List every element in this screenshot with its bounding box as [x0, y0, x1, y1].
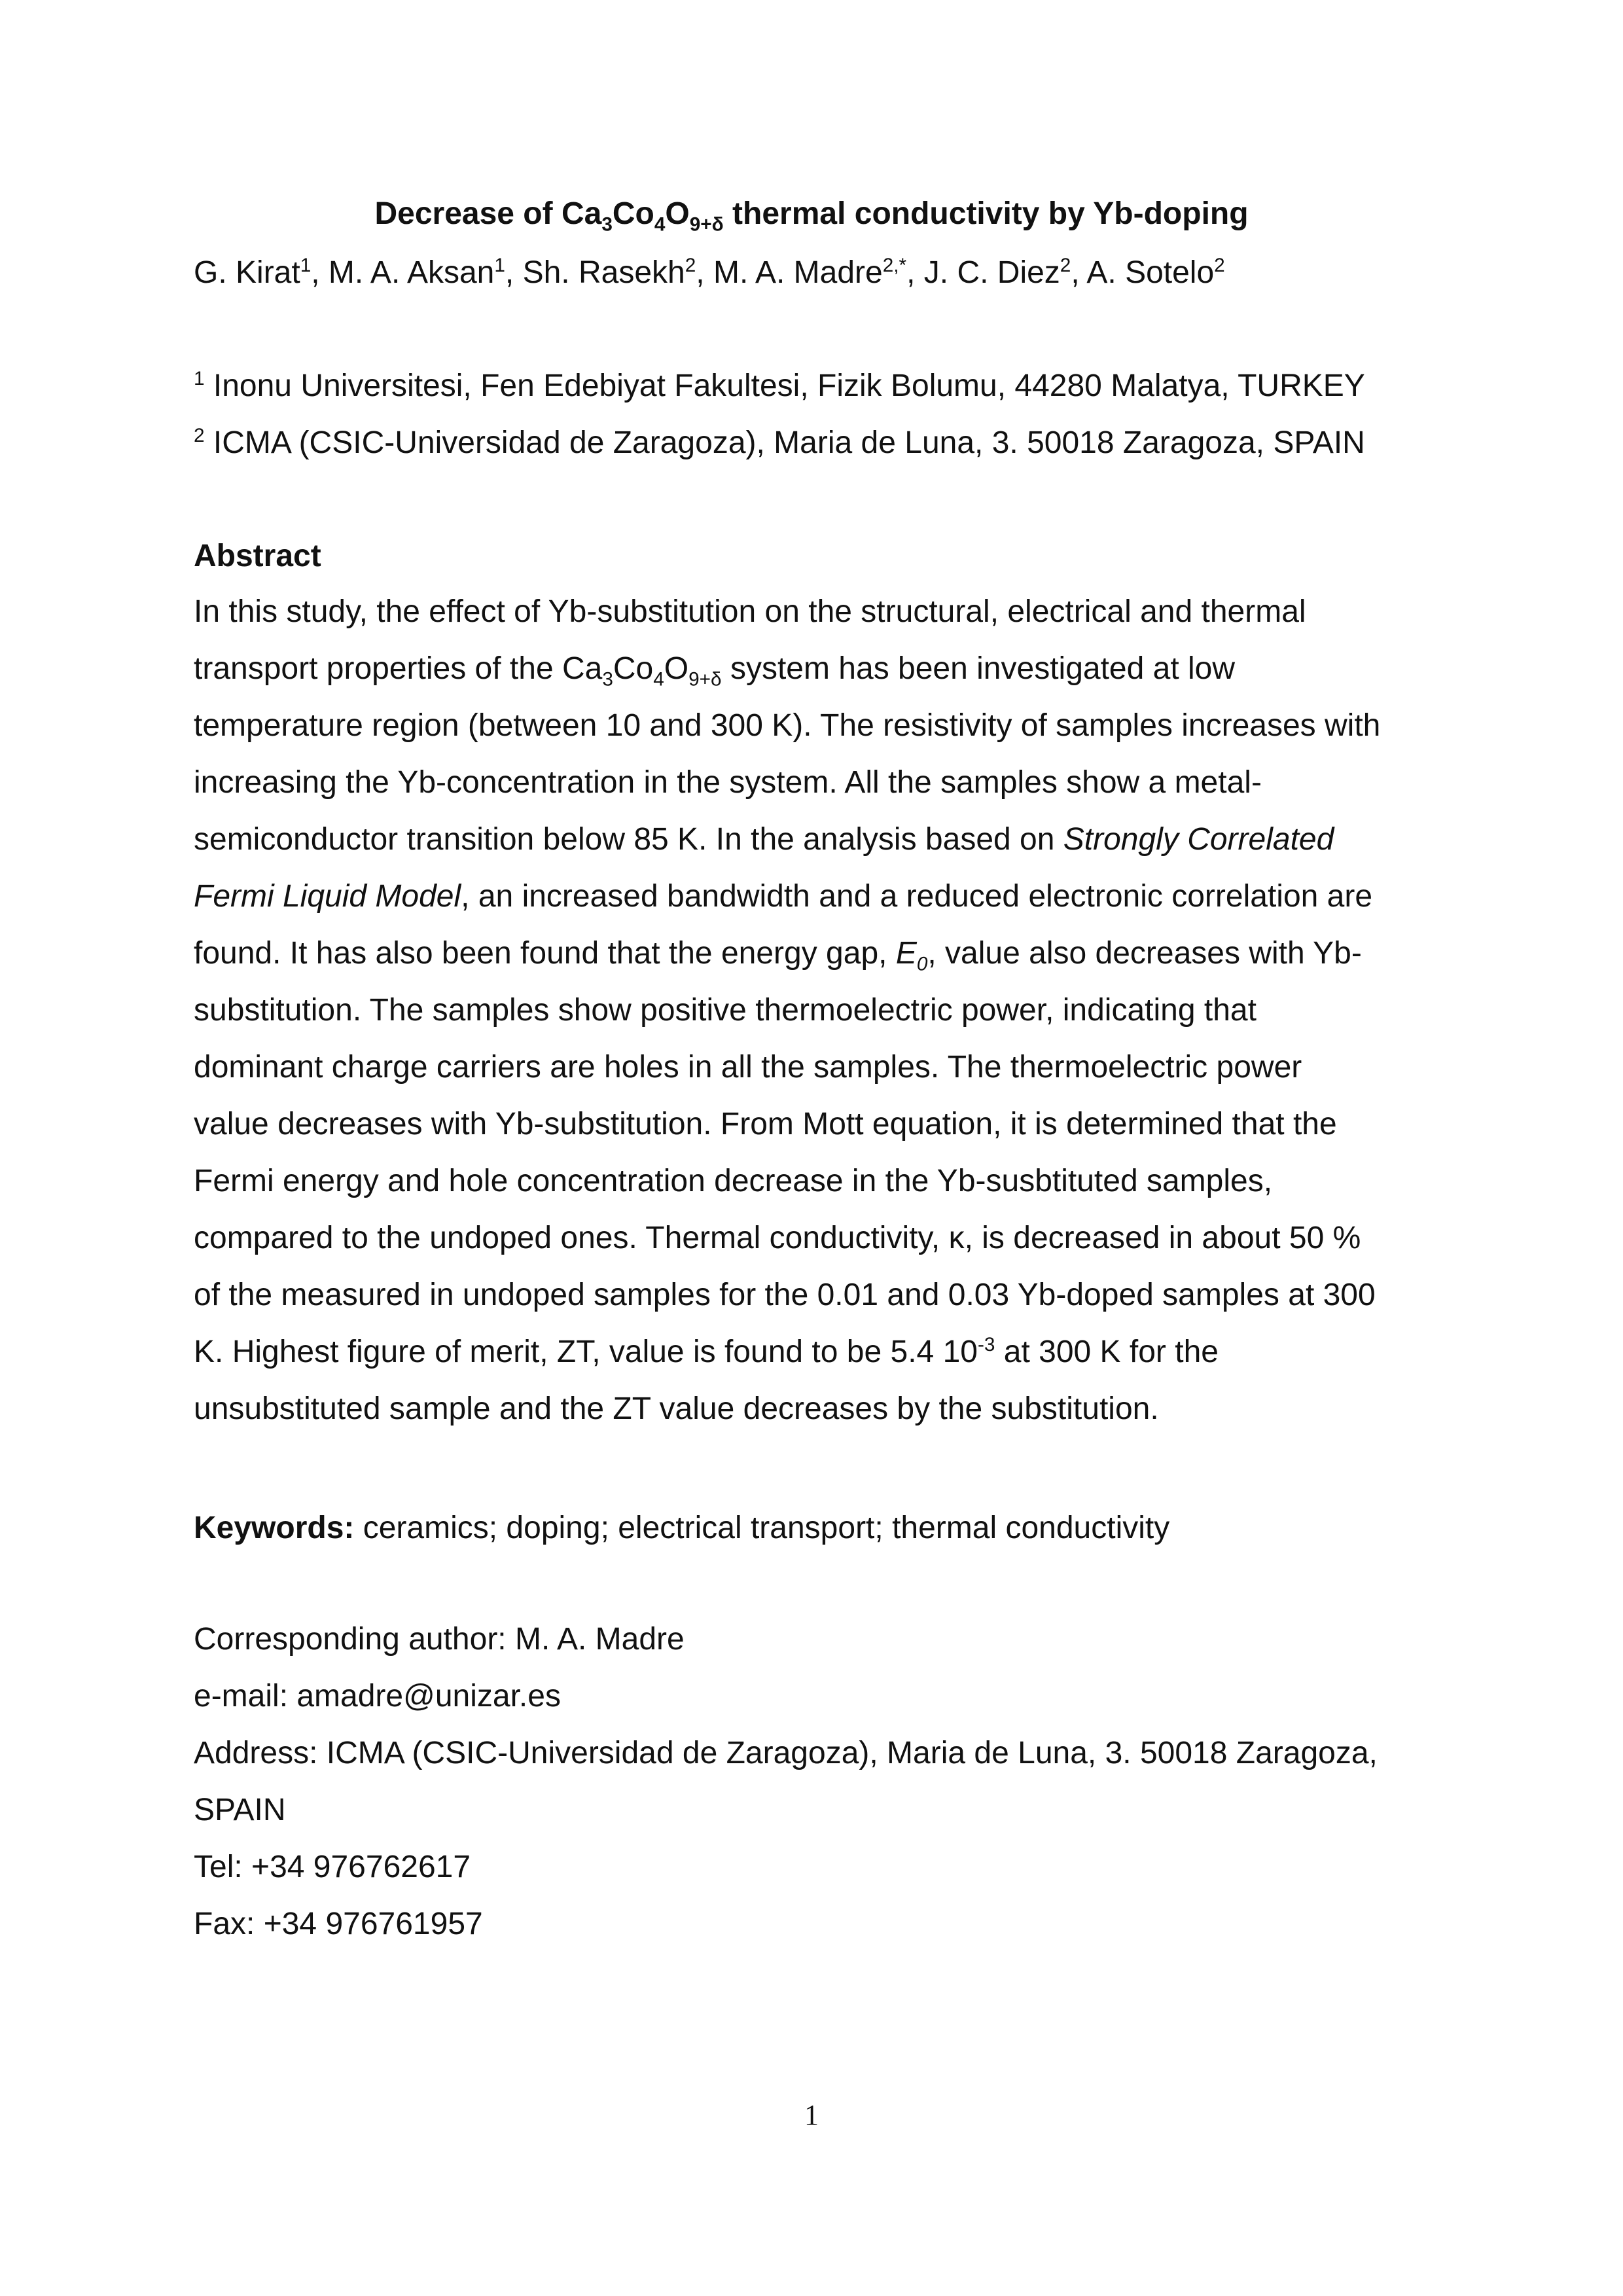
author-affiliation-mark: 1 [300, 255, 312, 276]
affiliation-2 [194, 420, 1365, 466]
affiliation-text: ICMA (CSIC-Universidad de Zaragoza), Maria de Luna, 3. 50018 Zaragoza, SPAIN [204, 425, 1365, 460]
abstract-line: compared to the undoped ones. Thermal conductivity, κ, is decreased in about 50 % [194, 1221, 1361, 1255]
keywords [194, 1505, 1169, 1551]
abstract-line: substitution. The samples show positive thermoelectric power, indicating that [194, 993, 1257, 1028]
abstract-line: transport properties of the $Ca_3Co_4O_{9+\delta}$ system has been investigated at low [194, 651, 1236, 691]
abstract-line: Fermi Liquid Model, an increased bandwidth and a reduced electronic correlation are [194, 879, 1373, 914]
keywords-label: Keywords: [194, 1511, 355, 1545]
page-number: 1 [804, 2099, 819, 2131]
abstract-line: value decreases with Yb-substitution. From Mott equation, it is determined that the [194, 1107, 1337, 1141]
author-name: A. Sotelo [1086, 255, 1215, 290]
affiliation-text: Inonu Universitesi, Fen Edebiyat Fakultesi, Fizik Bolumu, 44280 Malatya, TURKEY [204, 368, 1365, 403]
affiliation-mark: 1 [194, 368, 205, 389]
author-list: G. Kirat$^1$, M. A. Aksan$^1$, Sh. Rasekh$^2$, M. A. Madre$^{2,*}$, J. C. Diez$^2$, A. Sotelo$^2$ [194, 255, 1225, 290]
author-name: M. A. Aksan [328, 255, 495, 290]
abstract-heading: Abstract [194, 539, 321, 573]
author-name: J. C. Diez [923, 255, 1060, 290]
paper-title: Decrease of $Ca_3Co_4O_{9+\delta}$ thermal conductivity by Yb-doping [374, 196, 1249, 236]
abstract-line: In this study, the effect of Yb-substitution on the structural, electrical and thermal [194, 594, 1306, 629]
corresponding-author: Corresponding author: M. A. Madre [194, 1622, 685, 1657]
author-name: G. Kirat [194, 255, 300, 290]
abstract-line: K. Highest figure of merit, ZT, value is found to be 5.4 $10^{-3}$ at 300 K for the [194, 1334, 1219, 1369]
contact-block [194, 1617, 1378, 1958]
contact-address: Address: ICMA (CSIC-Universidad de Zaragoza), Maria de Luna, 3. 50018 Zaragoza, [194, 1736, 1378, 1770]
affiliation-1 [194, 363, 1365, 409]
abstract-line: temperature region (between 10 and 300 K). The resistivity of samples increases with [194, 708, 1381, 743]
contact-address-country: SPAIN [194, 1793, 286, 1827]
contact-email: e-mail: amadre@unizar.es [194, 1679, 561, 1713]
author-name: Sh. Rasekh [522, 255, 685, 290]
affiliation-mark: 2 [194, 425, 205, 446]
abstract-line: unsubstituted sample and the ZT value decreases by the substitution. [194, 1391, 1159, 1426]
author-affiliation-mark: 1 [494, 255, 505, 276]
abstract-body [194, 589, 1437, 1443]
abstract-line: of the measured in undoped samples for the 0.01 and 0.03 Yb-doped samples at 300 [194, 1278, 1376, 1312]
author-affiliation-mark: 2 [1214, 255, 1225, 276]
abstract-line: Fermi energy and hole concentration decrease in the Yb-susbtituted samples, [194, 1164, 1273, 1198]
italic-term: Fermi Liquid Model [194, 879, 461, 914]
author-affiliation-mark: 2,* [882, 255, 907, 276]
author-affiliation-mark: 2 [685, 255, 696, 276]
author-affiliation-mark: 2 [1060, 255, 1071, 276]
author-name: M. A. Madre [713, 255, 883, 290]
abstract-line: dominant charge carriers are holes in all the samples. The thermoelectric power [194, 1050, 1302, 1085]
contact-fax: Fax: +34 976761957 [194, 1907, 483, 1941]
contact-phone: Tel: +34 976762617 [194, 1850, 471, 1884]
abstract-line: increasing the Yb-concentration in the system. All the samples show a metal- [194, 765, 1262, 800]
energy-gap-symbol: E [895, 936, 917, 971]
abstract-line: semiconductor transition below 85 K. In the analysis based on Strongly Correlated [194, 822, 1334, 857]
keywords-text: ceramics; doping; electrical transport; thermal conductivity [354, 1511, 1170, 1545]
italic-term: Strongly Correlated [1063, 822, 1334, 857]
abstract-line: found. It has also been found that the energy gap, $E_0$, value also decreases with Yb- [194, 936, 1362, 975]
